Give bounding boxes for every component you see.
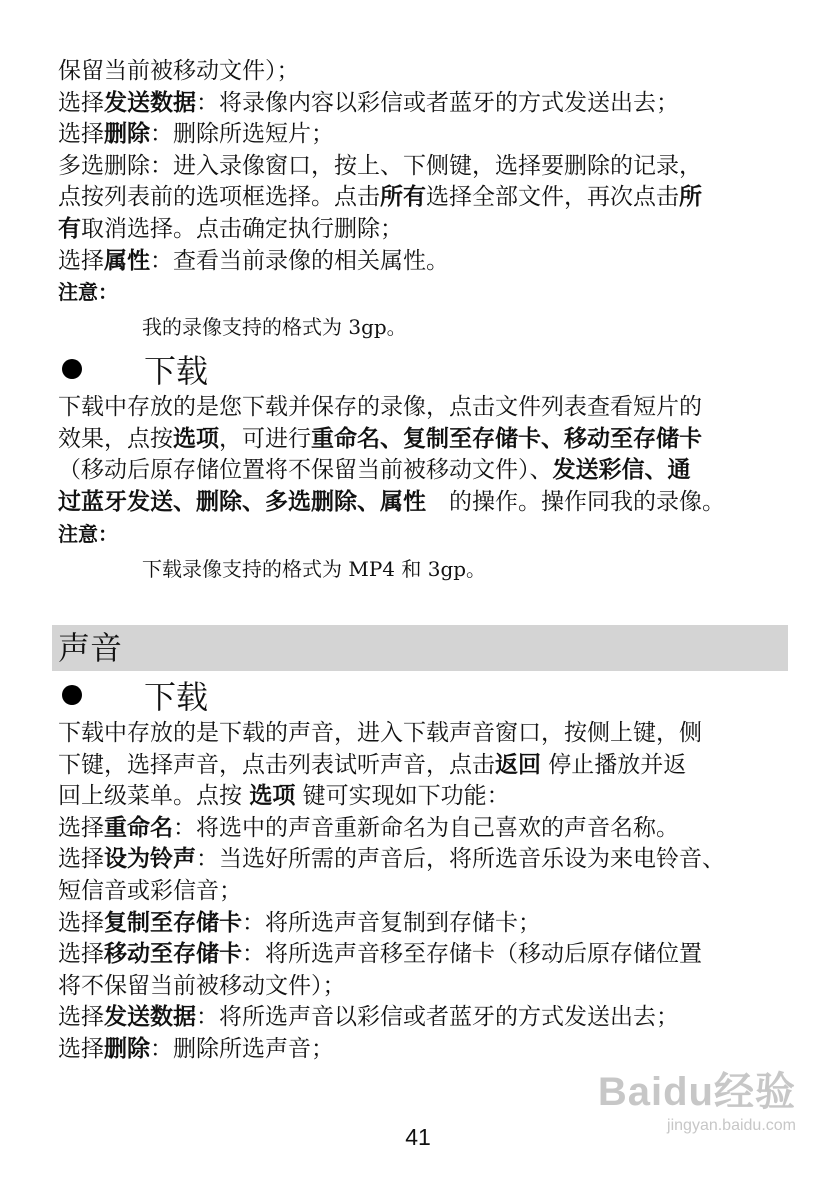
text-line: 过蓝牙发送、删除、多选删除、属性 的操作。操作同我的录像。 [58, 488, 725, 515]
section-header: 声音 [52, 625, 788, 671]
text-line: 选择发送数据：将所选声音以彩信或者蓝牙的方式发送出去； [58, 1004, 679, 1031]
text-line: 有取消选择。点击确定执行删除； [58, 215, 403, 242]
content-block-2 [58, 672, 788, 1066]
text-line: 选择设为铃声：当选好所需的声音后，将所选音乐设为来电铃音、 [58, 846, 725, 873]
watermark-url: jingyan.baidu.com [667, 1117, 796, 1134]
watermark-logo: Baidu经验 [597, 1070, 796, 1114]
text-line: 下载中存放的是下载的声音，进入下载声音窗口，按侧上键，侧 [58, 720, 702, 746]
content-block-1 [58, 56, 788, 588]
text-line: 选择复制至存储卡：将所选声音复制到存储卡； [58, 909, 541, 936]
text-line: 选择移动至存储卡：将所选声音移至存储卡（移动后原存储位置 [58, 941, 702, 968]
heading-download: 下载 [144, 352, 209, 391]
note-label: 注意： [58, 521, 118, 546]
text-line: 将不保留当前被移动文件）； [58, 972, 346, 999]
bullet-icon [62, 685, 82, 705]
note-text: 下载录像支持的格式为 MP4 和 3gp。 [142, 556, 487, 581]
text-line: 选择发送数据：将录像内容以彩信或者蓝牙的方式发送出去； [58, 89, 679, 116]
heading-download: 下载 [144, 678, 209, 716]
text-line: 下键，选择声音，点击列表试听声音，点击返回 停止播放并返 [58, 751, 687, 778]
note-text: 我的录像支持的格式为 3gp。 [142, 315, 407, 340]
text-line: 效果，点按选项，可进行重命名、复制至存储卡、移动至存储卡 [58, 425, 702, 452]
text-line: （移动后原存储位置将不保留当前被移动文件）、发送彩信、通 [58, 457, 691, 484]
text-line: 保留当前被移动文件）； [58, 58, 300, 84]
text-line: 点按列表前的选项框选择。点击所有选择全部文件，再次点击所 [58, 184, 702, 211]
text-line: 选择属性：查看当前录像的相关属性。 [58, 247, 449, 274]
text-line: 下载中存放的是您下载并保存的录像，点击文件列表查看短片的 [58, 394, 702, 421]
text-line: 选择重命名：将选中的声音重新命名为自己喜欢的声音名称。 [58, 814, 679, 841]
bullet-icon [62, 359, 82, 379]
text-line: 短信音或彩信音； [58, 877, 242, 904]
text-line: 选择删除：删除所选声音； [58, 1035, 334, 1062]
bullet-heading [58, 672, 788, 718]
page-number: 41 [405, 1124, 431, 1150]
text-line: 选择删除：删除所选短片； [58, 121, 334, 148]
note-label: 注意： [58, 280, 118, 305]
text-line: 多选删除：进入录像窗口，按上、下侧键，选择要删除的记录， [58, 152, 702, 179]
bullet-heading [58, 346, 788, 392]
text-line: 回上级菜单。点按 选项 键可实现如下功能： [58, 783, 510, 810]
